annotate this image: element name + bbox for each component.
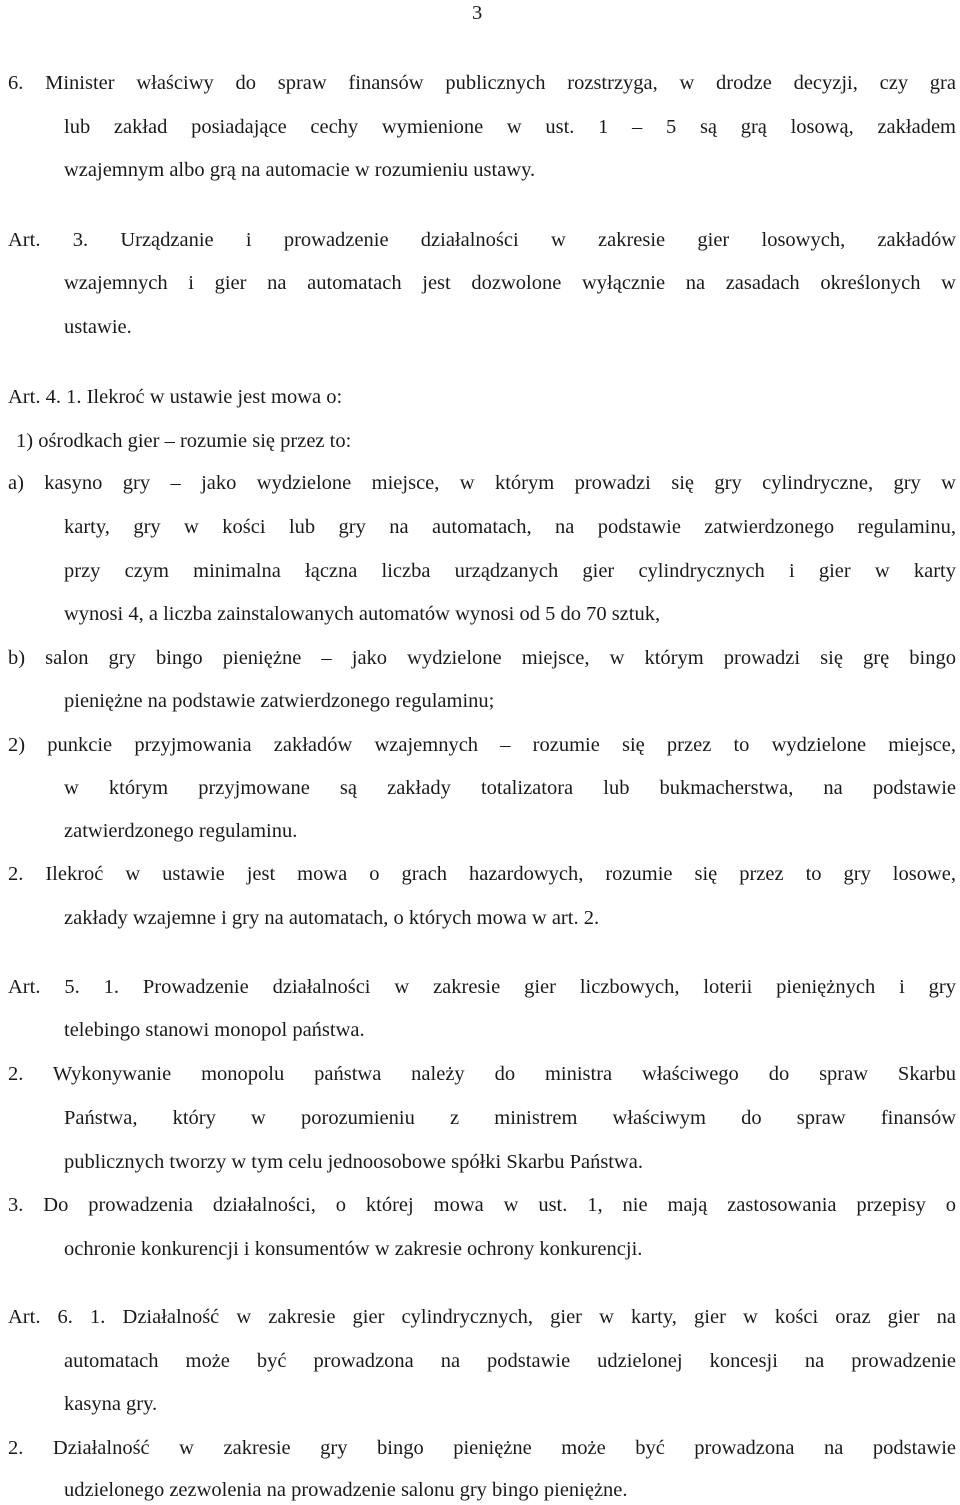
text-line: zatwierdzonego regulaminu. (64, 820, 298, 842)
text-line: Art. 4. 1. Ilekroć w ustawie jest mowa o: (8, 386, 343, 408)
text-line: zakłady wzajemne i gry na automatach, o których mowa w art. 2. (64, 907, 600, 929)
text-line: przy czym minimalna łączna liczba urządzanych gier cylindrycznych i gier w karty (64, 560, 956, 582)
text-line: w którym przyjmowane są zakłady totalizatora lub bukmacherstwa, na podstawie (64, 777, 956, 799)
text-line: Art. 3. Urządzanie i prowadzenie działalności w zakresie gier losowych, zakładów (8, 229, 956, 251)
text-line: publicznych tworzy w tym celu jednoosobowe spółki Skarbu Państwa. (64, 1151, 644, 1173)
text-line: Art. 6. 1. Działalność w zakresie gier cylindrycznych, gier w karty, gier w kości oraz gier na (8, 1306, 956, 1328)
text-line: b) salon gry bingo pieniężne – jako wydzielone miejsce, w którym prowadzi się grę bingo (8, 647, 956, 669)
text-line: 2. Działalność w zakresie gry bingo pieniężne może być prowadzona na podstawie (8, 1437, 956, 1459)
text-line: Państwa, który w porozumieniu z ministrem właściwym do spraw finansów (64, 1107, 956, 1129)
text-line: wzajemnym albo grą na automacie w rozumieniu ustawy. (64, 159, 536, 181)
text-line: pieniężne na podstawie zatwierdzonego regulaminu; (64, 690, 495, 712)
text-line: 6. Minister właściwy do spraw finansów publicznych rozstrzyga, w drodze decyzji, czy gra (8, 72, 956, 94)
text-line: 3. Do prowadzenia działalności, o której mowa w ust. 1, nie mają zastosowania przepisy o (8, 1194, 956, 1216)
text-line: 2. Ilekroć w ustawie jest mowa o grach hazardowych, rozumie się przez to gry losowe, (8, 863, 956, 885)
text-line: a) kasyno gry – jako wydzielone miejsce, w którym prowadzi się gry cylindryczne, gry w (8, 472, 956, 494)
text-line: ochronie konkurencji i konsumentów w zakresie ochrony konkurencji. (64, 1238, 643, 1260)
text-line: kasyna gry. (64, 1393, 158, 1415)
text-line: lub zakład posiadające cechy wymienione w ust. 1 – 5 są grą losową, zakładem (64, 116, 956, 138)
text-line: 2) punkcie przyjmowania zakładów wzajemnych – rozumie się przez to wydzielone miejsce, (8, 734, 956, 756)
text-line: wynosi 4, a liczba zainstalowanych automatów wynosi od 5 do 70 sztuk, (64, 603, 661, 625)
page-number: 3 (472, 2, 483, 24)
text-line: ustawie. (64, 316, 132, 338)
text-line: Art. 5. 1. Prowadzenie działalności w zakresie gier liczbowych, loterii pieniężnych i gry (8, 976, 956, 998)
text-line: karty, gry w kości lub gry na automatach, na podstawie zatwierdzonego regulaminu, (64, 516, 956, 538)
text-line: 2. Wykonywanie monopolu państwa należy do ministra właściwego do spraw Skarbu (8, 1063, 956, 1085)
text-line: automatach może być prowadzona na podstawie udzielonej koncesji na prowadzenie (64, 1350, 956, 1372)
text-line: wzajemnych i gier na automatach jest dozwolone wyłącznie na zasadach określonych w (64, 272, 956, 294)
text-line: telebingo stanowi monopol państwa. (64, 1019, 365, 1041)
text-line: 1) ośrodkach gier – rozumie się przez to: (16, 430, 352, 452)
text-line: udzielonego zezwolenia na prowadzenie salonu gry bingo pieniężne. (64, 1479, 628, 1501)
